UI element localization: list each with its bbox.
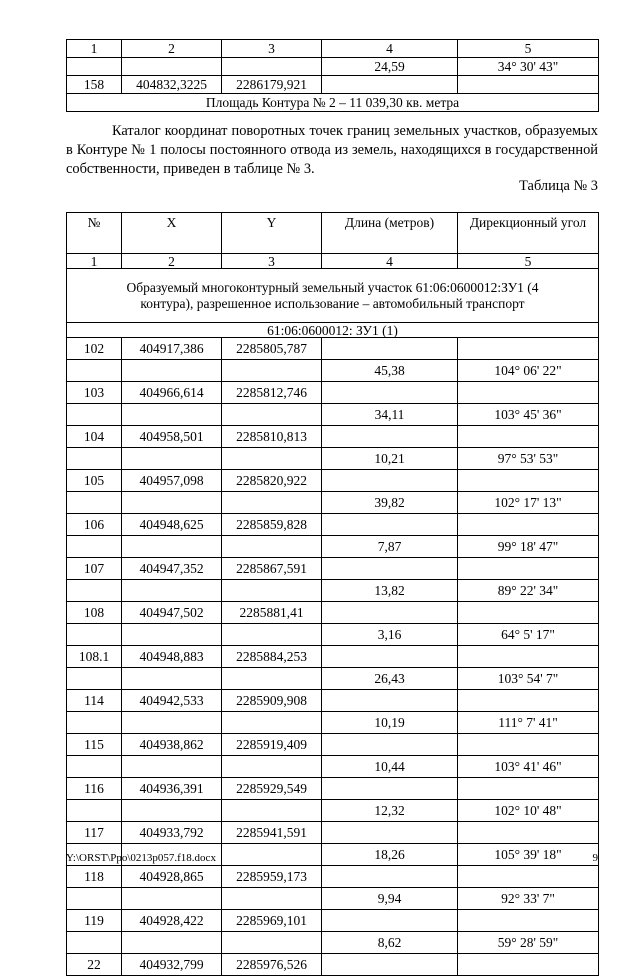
y-cell: 2285959,173: [222, 866, 322, 888]
x-cell: 404947,502: [122, 602, 222, 624]
top-table-segment-row: [67, 58, 599, 76]
point-number-cell: 104: [67, 426, 122, 448]
x-cell: 404948,883: [122, 646, 222, 668]
point-row: [67, 866, 599, 888]
y-cell: 2285929,549: [222, 778, 322, 800]
point-number-cell: 105: [67, 470, 122, 492]
length-cell: 7,87: [322, 536, 458, 558]
col-number-cell: 2: [122, 40, 222, 58]
table-caption: Таблица № 3: [519, 178, 598, 194]
header-y: Y: [222, 213, 322, 254]
y-cell: 2285810,813: [222, 426, 322, 448]
y-cell: 2285909,908: [222, 690, 322, 712]
angle-cell: 64° 5' 17": [458, 624, 599, 646]
point-row: [67, 514, 599, 536]
segment-row: [67, 360, 599, 382]
y-cell: 2285867,591: [222, 558, 322, 580]
y-cell: 2285820,922: [222, 470, 322, 492]
x-cell: 404942,533: [122, 690, 222, 712]
point-row: [67, 382, 599, 404]
footer-file-path: Y:\ORST\Ppo\0213p057.f18.docx: [66, 852, 216, 864]
point-row: [67, 778, 599, 800]
point-row: [67, 602, 599, 624]
y-cell: 2285881,41: [222, 602, 322, 624]
segment-row: [67, 536, 599, 558]
col-number-cell: 2: [122, 254, 222, 269]
point-row: [67, 734, 599, 756]
segment-row: [67, 448, 599, 470]
angle-cell: 103° 41' 46": [458, 756, 599, 778]
length-cell: 9,94: [322, 888, 458, 910]
length-cell: 12,32: [322, 800, 458, 822]
section-title-row: [67, 269, 599, 323]
point-number-cell: 158: [67, 76, 122, 94]
angle-cell: 102° 17' 13": [458, 492, 599, 514]
x-cell: 404928,865: [122, 866, 222, 888]
y-cell: 2285976,526: [222, 954, 322, 976]
angle-cell: 111° 7' 41": [458, 712, 599, 734]
angle-cell: 97° 53' 53": [458, 448, 599, 470]
y-cell: 2285884,253: [222, 646, 322, 668]
page-number: 9: [592, 852, 598, 864]
header-x: X: [122, 213, 222, 254]
length-cell: 24,59: [322, 58, 458, 76]
length-cell: 10,19: [322, 712, 458, 734]
x-cell: 404932,799: [122, 954, 222, 976]
x-cell: 404958,501: [122, 426, 222, 448]
top-table-header-row: [67, 40, 599, 58]
area-row: [67, 94, 599, 112]
point-number-cell: 22: [67, 954, 122, 976]
point-number-cell: 116: [67, 778, 122, 800]
point-number-cell: 114: [67, 690, 122, 712]
header-number: №: [67, 213, 122, 254]
point-row: [67, 690, 599, 712]
col-number-cell: 3: [222, 40, 322, 58]
point-number-cell: 119: [67, 910, 122, 932]
x-cell: 404948,625: [122, 514, 222, 536]
length-cell: 18,26: [322, 844, 458, 866]
header-length: Длина (метров): [322, 213, 458, 254]
x-cell: 404966,614: [122, 382, 222, 404]
angle-cell: 105° 39' 18": [458, 844, 599, 866]
segment-row: [67, 492, 599, 514]
length-cell: 45,38: [322, 360, 458, 382]
point-number-cell: 108: [67, 602, 122, 624]
y-cell: 2286179,921: [222, 76, 322, 94]
column-numbers-row: [67, 254, 599, 269]
length-cell: 8,62: [322, 932, 458, 954]
col-number-cell: 1: [67, 40, 122, 58]
point-row: [67, 338, 599, 360]
col-number-cell: 5: [458, 254, 599, 269]
point-number-cell: 115: [67, 734, 122, 756]
point-number-cell: 107: [67, 558, 122, 580]
point-row: [67, 558, 599, 580]
col-number-cell: 1: [67, 254, 122, 269]
top-table-point-row: [67, 76, 599, 94]
segment-row: [67, 800, 599, 822]
angle-cell: 103° 54' 7": [458, 668, 599, 690]
x-cell: 404933,792: [122, 822, 222, 844]
angle-cell: 99° 18' 47": [458, 536, 599, 558]
segment-row: [67, 404, 599, 426]
point-number-cell: 117: [67, 822, 122, 844]
segment-row: [67, 580, 599, 602]
length-cell: 10,44: [322, 756, 458, 778]
length-cell: 13,82: [322, 580, 458, 602]
top-table: [66, 39, 599, 112]
segment-row: [67, 712, 599, 734]
point-row: [67, 910, 599, 932]
segment-row: [67, 932, 599, 954]
segment-row: [67, 756, 599, 778]
angle-cell: 59° 28' 59": [458, 932, 599, 954]
y-cell: 2285812,746: [222, 382, 322, 404]
x-cell: 404917,386: [122, 338, 222, 360]
point-row: [67, 470, 599, 492]
point-row: [67, 426, 599, 448]
area-text: Площадь Контура № 2 – 11 039,30 кв. метра: [67, 94, 599, 112]
x-cell: 404936,391: [122, 778, 222, 800]
length-cell: 39,82: [322, 492, 458, 514]
angle-cell: 103° 45' 36": [458, 404, 599, 426]
point-number-cell: 106: [67, 514, 122, 536]
point-row: [67, 646, 599, 668]
length-cell: 3,16: [322, 624, 458, 646]
angle-cell: 102° 10' 48": [458, 800, 599, 822]
point-row: [67, 822, 599, 844]
point-row: [67, 954, 599, 976]
section-subtitle: 61:06:0600012: ЗУ1 (1): [67, 323, 599, 338]
x-cell: 404928,422: [122, 910, 222, 932]
segment-row: [67, 624, 599, 646]
catalog-paragraph: Каталог координат поворотных точек границ земельных участков, образуемых в Контуре № 1 полосы постоянного отвода из земель, находящихся в государственной собственности, приведен в таблице № 3.: [66, 123, 598, 177]
segment-row: [67, 668, 599, 690]
y-cell: 2285805,787: [222, 338, 322, 360]
col-number-cell: 5: [458, 40, 599, 58]
angle-cell: 89° 22' 34": [458, 580, 599, 602]
y-cell: 2285919,409: [222, 734, 322, 756]
angle-cell: 92° 33' 7": [458, 888, 599, 910]
y-cell: 2285941,591: [222, 822, 322, 844]
point-number-cell: 102: [67, 338, 122, 360]
length-cell: 10,21: [322, 448, 458, 470]
col-number-cell: 3: [222, 254, 322, 269]
angle-cell: 104° 06' 22": [458, 360, 599, 382]
point-number-cell: 118: [67, 866, 122, 888]
x-cell: 404832,3225: [122, 76, 222, 94]
col-number-cell: 4: [322, 40, 458, 58]
header-angle: Дирекционный угол: [458, 213, 599, 254]
segment-row: [67, 888, 599, 910]
x-cell: 404947,352: [122, 558, 222, 580]
angle-cell: 34° 30' 43": [458, 58, 599, 76]
section-subtitle-row: [67, 323, 599, 338]
point-number-cell: 103: [67, 382, 122, 404]
length-cell: 26,43: [322, 668, 458, 690]
section-title: Образуемый многоконтурный земельный участок 61:06:0600012:ЗУ1 (4 контура), разрешенное использование – автомобильный транспорт: [67, 269, 599, 323]
y-cell: 2285969,101: [222, 910, 322, 932]
y-cell: 2285859,828: [222, 514, 322, 536]
col-number-cell: 4: [322, 254, 458, 269]
x-cell: 404938,862: [122, 734, 222, 756]
coordinates-header-row: [67, 213, 599, 254]
x-cell: 404957,098: [122, 470, 222, 492]
point-number-cell: 108.1: [67, 646, 122, 668]
length-cell: 34,11: [322, 404, 458, 426]
